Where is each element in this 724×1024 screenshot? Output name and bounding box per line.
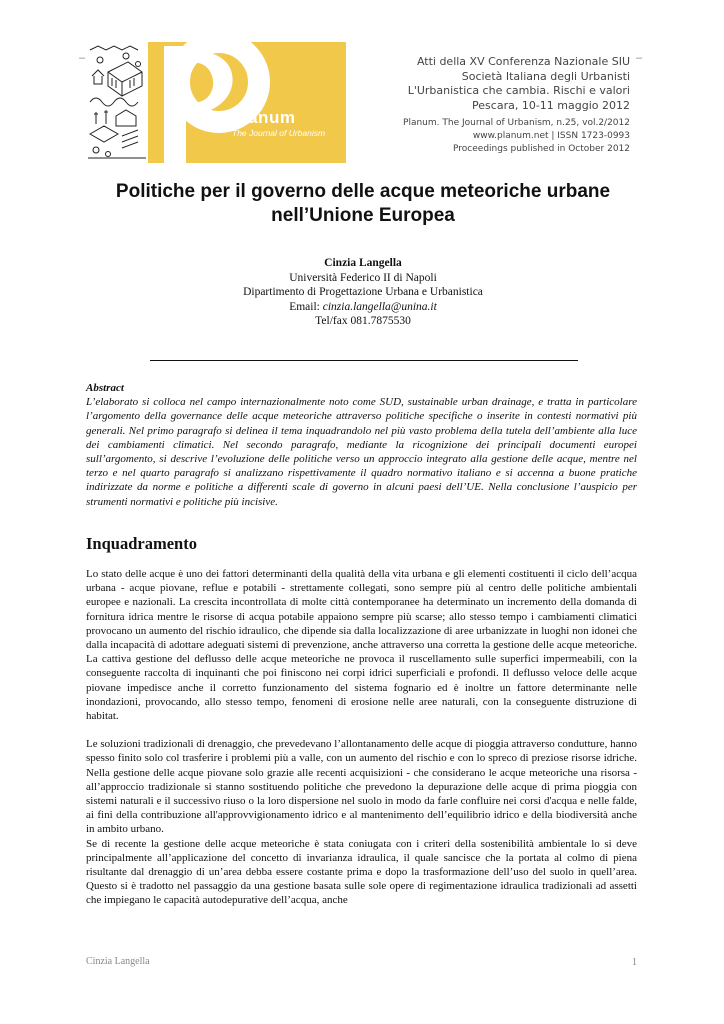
journal-line: Planum. The Journal of Urbanism, n.25, vol.2/2012: [403, 118, 630, 128]
brand-subtitle: The Journal of Urbanism: [232, 128, 326, 138]
title-line: Politiche per il governo delle acque meteoriche urbane: [115, 181, 611, 202]
header-dash-left: –: [79, 52, 86, 64]
body-paragraph: Le soluzioni tradizionali di drenaggio, che prevedevano l’allontanamento delle acque di pioggia attraverso condutture, hanno spesso finito solo col trasferire i problemi più a valle, con un aumento del rischio e con lo spreco di preziose risorse idriche. Nella gestione delle acque piovane solo grazie alle recenti acquisizioni - che considerano le acque meteoriche una risorsa - all’approccio tradizionale si stanno sostituendo politiche che prevedono la depurazione delle acque di prima pioggia con sistemi naturali e il successivo riuso o la loro dispersione nel suolo in modo da farle confluire nei corsi d'acqua e nelle falde, ai fini della contribuzione all'approvvigionamento idrico e al mantenimento dell’equilibrio idrico e della biodiversità anche in ambito urbano.: [86, 738, 637, 836]
author-department: Dipartimento di Progettazione Urbana e Urbanistica: [243, 286, 483, 298]
city-sketch-illustration: [86, 42, 148, 163]
email-link[interactable]: cinzia.langella@unina.it: [322, 300, 437, 313]
author-name: Cinzia Langella: [324, 257, 402, 269]
conference-line: Atti della XV Conferenza Nazionale SIU: [416, 55, 630, 68]
separator-rule: [150, 360, 578, 361]
title-line: nell’Unione Europea: [271, 205, 455, 226]
brand-name: planum: [232, 108, 296, 127]
paper-title: [90, 180, 636, 228]
author-block: [90, 256, 636, 329]
author-affiliation: Università Federico II di Napoli: [289, 271, 437, 284]
author-email: [90, 300, 636, 315]
conference-line: Pescara, 10-11 maggio 2012: [472, 98, 630, 112]
planum-logo: [148, 42, 346, 163]
page-number: 1: [632, 957, 637, 968]
abstract: [86, 381, 637, 509]
planum-banner: [86, 42, 346, 163]
body-paragraph: Se di recente la gestione delle acque meteoriche è stata coniugata con i criteri della sostenibilità ambientale lo si deve principalmente all’applicazione del concetto di invarianza idraulica, il quale sancisce che la portata al colmo di piena risultante dal drenaggio di un’area debba essere costante prima e dopo la trasformazione dell’uso del suolo in quell’area. Questo si è tradotto nel passaggio da una gestione basata sulle sole opere di regimentazione idraulica tradizionali ad assetti che impiegano le capacità autodepurative dell’acqua, anche: [86, 837, 637, 907]
journal-line: Proceedings published in October 2012: [453, 144, 630, 154]
journal-line: www.planum.net | ISSN 1723-0993: [472, 131, 630, 141]
body-paragraph: Lo stato delle acque è uno dei fattori determinanti della qualità della vita urbana e gli elementi costituenti il ciclo dell’acqua urbana - acque piovane, reflue e potabili - strettamente collegati, sono sempre più al centro delle politiche ambientali europee e nazionali. La crescita incontrollata di molte città contemporanee ha determinato un incremento della domanda di fornitura idrica mentre le risorse di acqua potabile appaiono sempre più scarse; allo stesso tempo i cambiamenti climatici provocano un aumento del rischio idraulico, che dipende sia dalla localizzazione di aree urbanizzate in luoghi non idonei che dalla incapacità di adottare adeguati sistemi di prevenzione, anche attraverso una corretta la gestione delle acque meteoriche. La cattiva gestione del deflusso delle acque meteoriche ne provoca il ruscellamento sulle superfici impermeabili, con la conseguente raccolta di inquinanti che poi finiscono nei corpi idrici superficiali e profondi. Il deflusso veloce delle acque piovane impedisce anche il corretto funzionamento del sistema fognario ed è inoltre un fattore determinante nelle inondazioni, provocando, allo stesso tempo, fenomeni di erosione nelle aree naturali, con la conseguente distruzione di habitat.: [86, 568, 637, 723]
email-label: Email:: [289, 300, 323, 313]
conference-info: [403, 55, 630, 156]
header-dash-right: –: [636, 52, 643, 64]
conference-line: L'Urbanistica che cambia. Rischi e valori: [407, 84, 630, 97]
section-body: [86, 567, 637, 908]
abstract-label: Abstract: [86, 382, 124, 394]
footer-author: Cinzia Langella: [86, 956, 150, 967]
abstract-text: L’elaborato si colloca nel campo internazionalmente noto come SUD, sustainable urban drainage, e tratta in particolare l’argomento della governance delle acque meteoriche attraverso politiche specifiche o inserite in contesti normativi più generali. Nel primo paragrafo si delinea il tema inquadrandolo nel più vasto problema della tutela dell’ambiente alla luce dei cambiamenti climatici. Nel secondo paragrafo, mediante la ricognizione dei principali documenti europei sull’argomento, si descrive l’evoluzione delle politiche verso un approccio integrato alla gestione delle acque, mentre nel terzo e nel quarto paragrafo si analizzano rispettivamente il quadro normativo italiano e si accenna a buone pratiche indirizzate da norme e politiche a differenti scale di governo in alcuni paesi dell’UE. Nella conclusione l’auspicio per strumenti normativi e politiche più incisive.: [86, 396, 637, 508]
conference-line: Società Italiana degli Urbanisti: [461, 69, 630, 83]
author-phone: Tel/fax 081.7875530: [315, 315, 411, 327]
section-heading: Inquadramento: [86, 534, 197, 553]
